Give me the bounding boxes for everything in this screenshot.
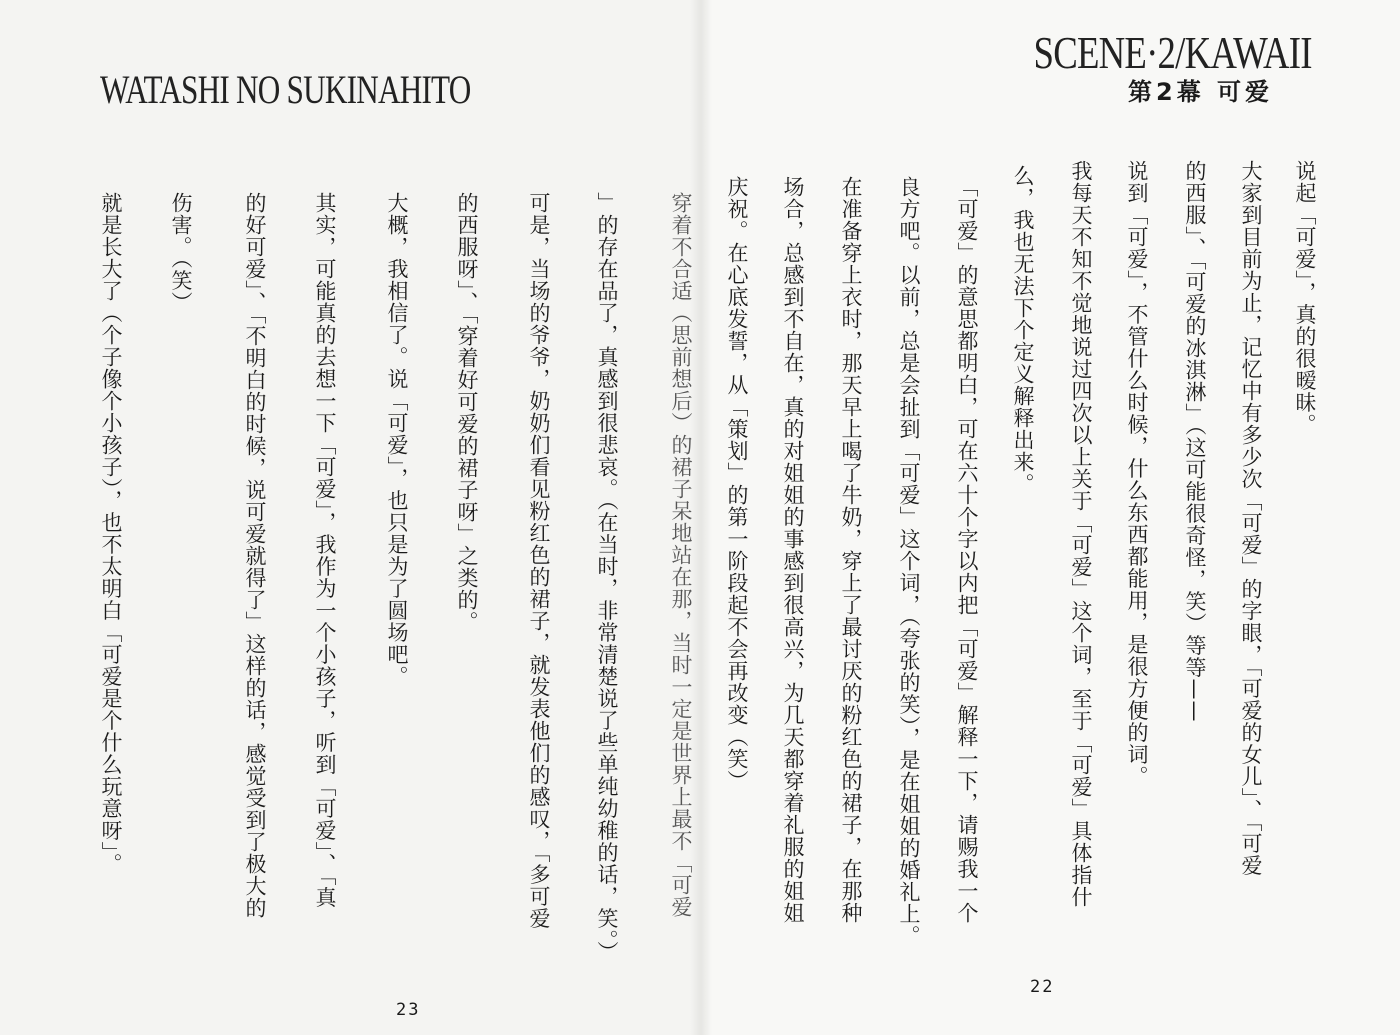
left-text-column-4: 的西服呀」、「穿着好可爱的裙子呀」之类的。 — [455, 192, 479, 633]
right-text-column-7: 「可爱」的意思都明白，可在六十个字以内把「可爱」解释一下，请赐我一个 — [955, 176, 979, 924]
right-text-column-9: 在准备穿上衣时，那天早上喝了牛奶，穿上了最讨厌的粉红色的裙子，在那种 — [839, 176, 863, 924]
scene-title: SCENE·2/KAWAII — [1033, 27, 1312, 78]
left-text-column-6: 其实，可能真的去想一下「可爱」，我作为一个小孩子，听到「可爱」、「真 — [313, 192, 337, 909]
left-page-number: 23 — [396, 1000, 421, 1020]
book-title: WATASHI NO SUKINAHITO — [100, 67, 471, 112]
left-text-column-3: 可是，当场的爷爷，奶奶们看见粉红色的裙子，就发表他们的感叹，「多可爱 — [527, 192, 551, 930]
right-text-column-11: 庆祝。在心底发誓，从「策划」的第一阶段起不会再改变（笑） — [725, 176, 749, 792]
left-text-column-2: 」的存在品了，真感到很悲哀。（在当时，非常清楚说了些单纯幼稚的话，笑。） — [595, 192, 619, 963]
left-text-column-7: 的好可爱」、「不明白的时候，说可爱就得了」这样的话，感觉受到了极大的 — [243, 192, 267, 919]
right-text-column-2: 大家到目前为止，记忆中有多少次「可爱」的字眼，「可爱的女儿」、「可爱 — [1239, 160, 1263, 877]
left-text-column-1: 穿着不合适（思前想后）的裙子呆地站在那，当时一定是世界上最不「可爱 — [669, 192, 693, 918]
left-text-column-8: 伤害。（笑） — [169, 192, 193, 314]
right-text-column-1: 说起「可爱」，真的很暧昧。 — [1293, 160, 1317, 436]
left-text-column-5: 大概，我相信了。说「可爱」，也只是为了圆场吧。 — [385, 192, 409, 688]
right-text-column-5: 我每天不知不觉地说过四次以上关于「可爱」这个词，至于「可爱」具体指什 — [1069, 160, 1093, 908]
right-text-column-8: 良方吧。以前，总是会扯到「可爱」这个词，（夸张的笑），是在姐姐的婚礼上。 — [897, 176, 921, 947]
scene-subtitle: 第2幕 可爱 — [1128, 78, 1274, 106]
right-text-column-6: 么，我也无法下个定义解释出来。 — [1011, 165, 1035, 495]
right-page-number: 22 — [1030, 977, 1055, 997]
right-text-column-10: 场合，总感到不自在，真的对姐姐的事感到很高兴，为几天都穿着礼服的姐姐 — [781, 176, 805, 924]
right-text-column-4: 说到「可爱」，不管什么时候，什么东西都能用，是很方便的词。 — [1125, 160, 1149, 788]
left-text-column-9: 就是长大了（个子像个小孩子），也不太明白「可爱是个什么玩意呀」。 — [99, 192, 123, 875]
right-text-column-3: 的西服」、「可爱的冰淇淋」（这可能很奇怪，笑）等等—— — [1183, 160, 1207, 723]
